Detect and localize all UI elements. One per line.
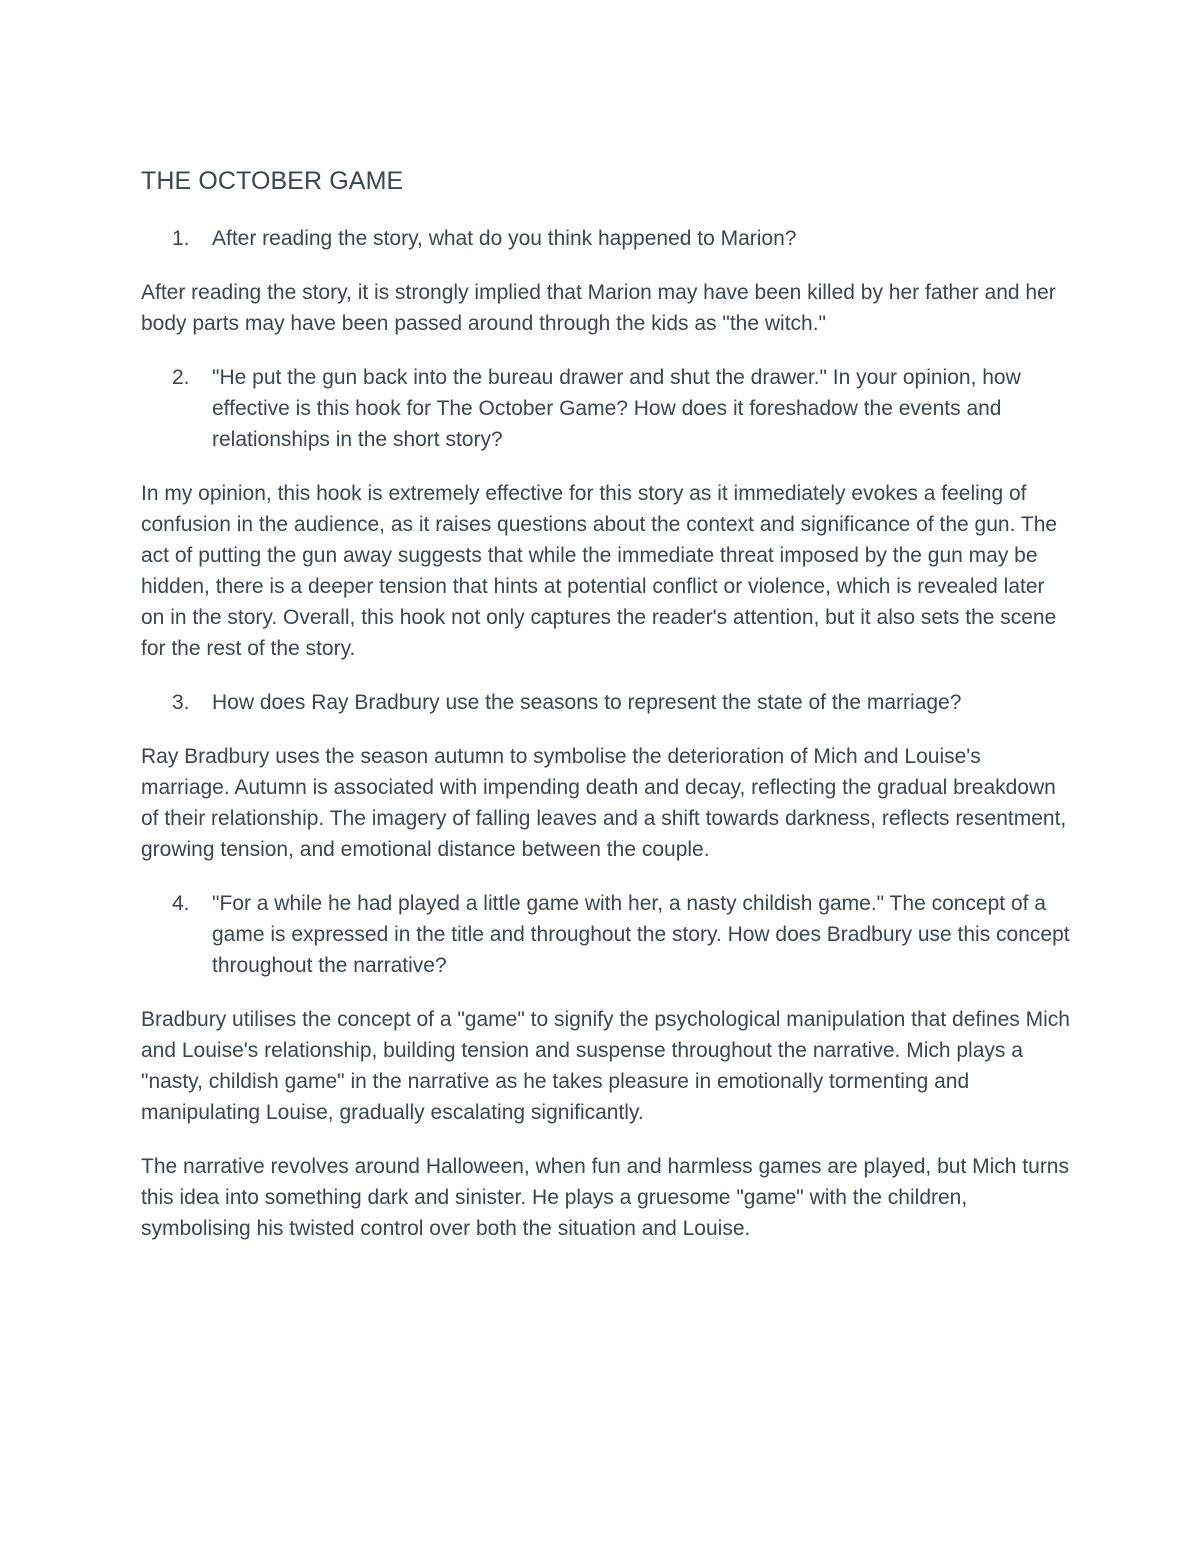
answer-2: In my opinion, this hook is extremely effective for this story as it immediately evokes a feeling of confusion in the audience, as it raises questions about the context and significance of the gun. The act of putting the gun away suggests that while the immediate threat imposed by the gun may be hidden, there is a deeper tension that hints at potential conflict or violence, which is revealed later on in the story. Overall, this hook not only captures the reader's attention, but it also sets the scene for the rest of the story. <box>141 482 1058 660</box>
question-text: How does Ray Bradbury use the seasons to represent the state of the marriage? <box>212 691 962 714</box>
answer-4-paragraph-1: Bradbury utilises the concept of a "game" to signify the psychological manipulation that defines Mich and Louise's relationship, building tension and suspense throughout the narrative. Mich plays a "nasty, childish game" in the narrative as he takes pleasure in emotionally tormenting and manipulating Louise, gradually escalating significantly. <box>141 1008 1070 1124</box>
question-number: 4. <box>172 892 190 915</box>
document-title: THE OCTOBER GAME <box>141 167 404 195</box>
question-number: 2. <box>172 366 190 389</box>
question-3 <box>141 687 1071 718</box>
question-1 <box>141 223 1071 254</box>
question-text: "He put the gun back into the bureau drawer and shut the drawer." In your opinion, how effective is this hook for The October Game? How does it foreshadow the events and relationships in the short story? <box>212 366 1021 451</box>
question-text: "For a while he had played a little game with her, a nasty childish game." The concept of a game is expressed in the title and throughout the story. How does Bradbury use this concept throughout the narrative? <box>212 892 1070 977</box>
question-text: After reading the story, what do you think happened to Marion? <box>212 227 797 250</box>
question-4 <box>141 888 1071 981</box>
document-page <box>141 165 1071 1267</box>
answer-4-paragraph-2: The narrative revolves around Halloween, when fun and harmless games are played, but Mich turns this idea into something dark and sinister. He plays a gruesome "game" with the children, symbolising his twisted control over both the situation and Louise. <box>141 1155 1069 1240</box>
question-number: 1. <box>172 227 190 250</box>
question-2 <box>141 362 1071 455</box>
answer-3: Ray Bradbury uses the season autumn to symbolise the deterioration of Mich and Louise's marriage. Autumn is associated with impending death and decay, reflecting the gradual breakdown of their relationship. The imagery of falling leaves and a shift towards darkness, reflects resentment, growing tension, and emotional distance between the couple. <box>141 745 1067 861</box>
answer-1: After reading the story, it is strongly implied that Marion may have been killed by her father and her body parts may have been passed around through the kids as "the witch." <box>141 281 1056 335</box>
question-number: 3. <box>172 691 190 714</box>
